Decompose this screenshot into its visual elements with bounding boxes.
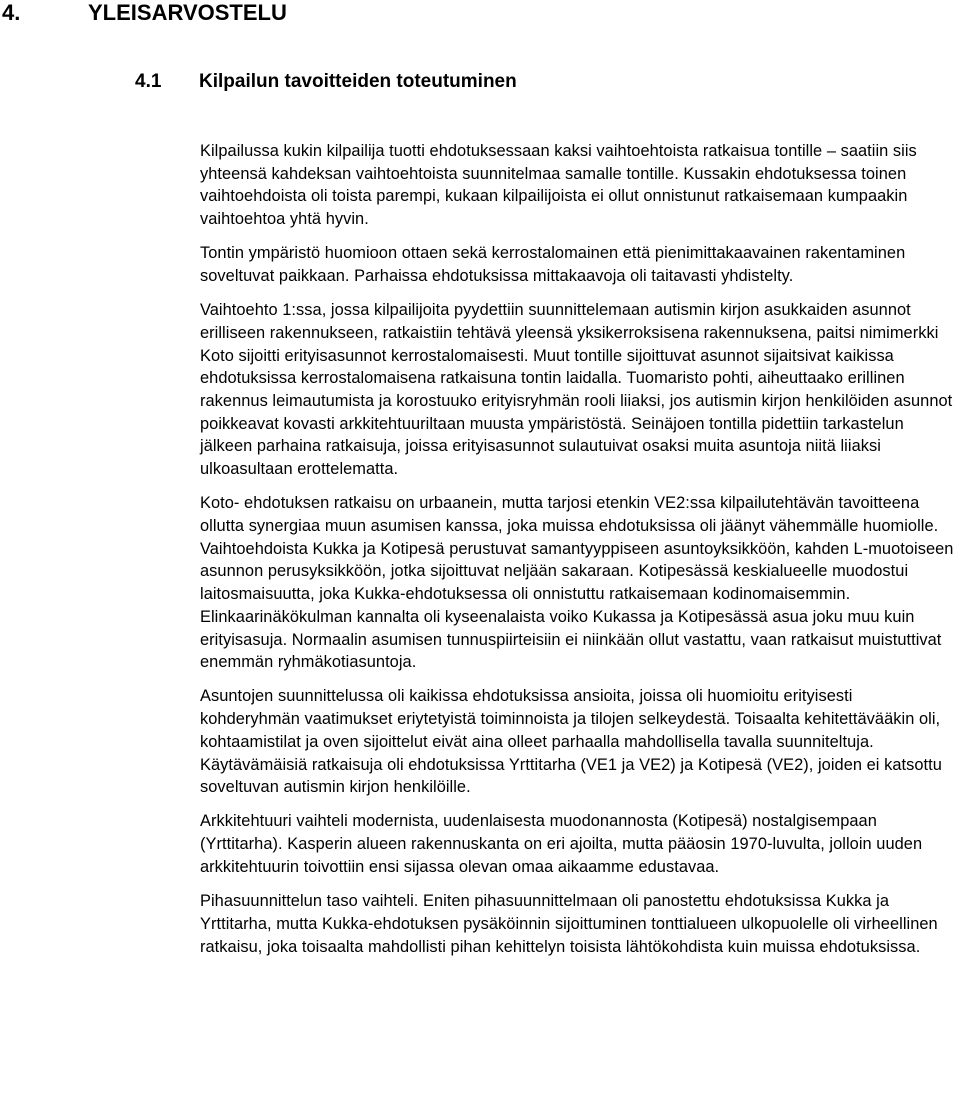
subsection-heading <box>135 70 517 94</box>
paragraph: Asuntojen suunnittelussa oli kaikissa ehdotuksissa ansioita, joissa oli huomioitu erityisesti kohderyhmän vaatimukset eriytetyistä toiminnoista ja tilojen selkeydestä. Toisaalta kehitettävääkin oli, kohtaamistilat ja oven sijoittelut eivät aina olleet parhaalla mahdollisella tavalla suunniteltuja. Käytävämäisiä ratkaisuja oli ehdotuksissa Yrttitarha (VE1 ja VE2) ja Kotipesä (VE2), joiden ei katsottu soveltuvan autismin kirjon henkilöille. <box>200 687 942 797</box>
paragraph: Kilpailussa kukin kilpailija tuotti ehdotuksessaan kaksi vaihtoehtoista ratkaisua tontille – saatiin siis yhteensä kahdeksan vaihtoehtoista suunnitelmaa samalle tontille. Kussakin ehdotuksessa toinen vaihtoehdoista oli toista parempi, kukaan kilpailijoista ei ollut onnistunut ratkaisemaan kumpaakin vaihtoehtoa yhtä hyvin. <box>200 142 917 229</box>
section-title: YLEISARVOSTELU <box>88 0 287 25</box>
paragraph: Pihasuunnittelun taso vaihteli. Eniten pihasuunnittelmaan oli panostettu ehdotuksissa Kukka ja Yrttitarha, mutta Kukka-ehdotuksen pysäköinnin sijoittuminen tonttialueen ulkopuolelle oli virheellinen ratkaisu, joka toisaalta mahdollisti pihan kehittelyn toisista lähtökohdista kuin muissa ehdotuksissa. <box>200 892 938 956</box>
paragraph: Tontin ympäristö huomioon ottaen sekä kerrostalomainen että pienimittakaavainen rakentaminen soveltuvat paikkaan. Parhaissa ehdotuksissa mittakaavoja oli taitavasti yhdistelty. <box>200 244 906 286</box>
subsection-number: 4.1 <box>135 71 162 92</box>
section-heading <box>2 0 287 26</box>
subsection-title: Kilpailun tavoitteiden toteutuminen <box>199 71 517 92</box>
paragraph: Arkkitehtuuri vaihteli modernista, uudenlaisesta muodonannosta (Kotipesä) nostalgisempaan (Yrttitarha). Kasperin alueen rakennuskanta on eri ajoilta, mutta pääosin 1970-luvulta, jolloin uuden arkkitehtuurin toivottiin ensi sijassa olevan omaa aikaamme edustavaa. <box>200 812 923 876</box>
paragraph: Vaihtoehto 1:ssa, jossa kilpailijoita pyydettiin suunnittelemaan autismin kirjon asukkaiden asunnot erilliseen rakennukseen, ratkaistiin tehtävä yleensä yksikerroksisena rakennuksena, paitsi nimimerkki Koto sijoitti erityisasunnot kerrostalomaisesti. Muut tontille sijoittuvat asunnot sijaitsivat kaikissa ehdotuksissa kerrostalomaisena ratkaisuna tontin laidalla. Tuomaristo pohti, aiheuttaako erillinen rakennus leimautumista ja korostuuko erityisryhmän rooli liiaksi, jos autismin kirjon henkilöiden asunnot poikkeavat kovasti arkkitehtuuriltaan muusta ympäristöstä. Seinäjoen tontilla pidettiin tarkastelun jälkeen parhaina ratkaisuja, joissa erityisasunnot sulautuivat osaksi muita asuntoja niitä liiaksi ulkoasultaan erottelematta. <box>200 301 953 479</box>
paragraph: Koto- ehdotuksen ratkaisu on urbaanein, mutta tarjosi etenkin VE2:ssa kilpailutehtävän tavoitteena ollutta synergiaa muun asumisen kanssa, joka muissa ehdotuksissa oli jäänyt vähemmälle huomiolle. Vaihtoehdoista Kukka ja Kotipesä perustuvat samantyyppiseen asuntoyksikköön, kahden L-muotoiseen asunnon perusyksikköön, jotka sijoittuvat neljään sakaraan. Kotipesässä keskialueelle muodostui laitosmaisuutta, joka Kukka-ehdotuksessa oli onnistuttu ratkaisemaan kodinomaisemmin. Elinkaarinäkökulman kannalta oli kyseenalaista voiko Kukassa ja Kotipesässä asua joku muu kuin erityisasuja. Normaalin asumisen tunnuspiirteisiin ei niinkään ollut vastattu, vaan ratkaisut muistuttivat enemmän ryhmäkotiasuntoja. <box>200 494 954 672</box>
body-text <box>200 140 955 970</box>
section-number: 4. <box>2 0 21 25</box>
